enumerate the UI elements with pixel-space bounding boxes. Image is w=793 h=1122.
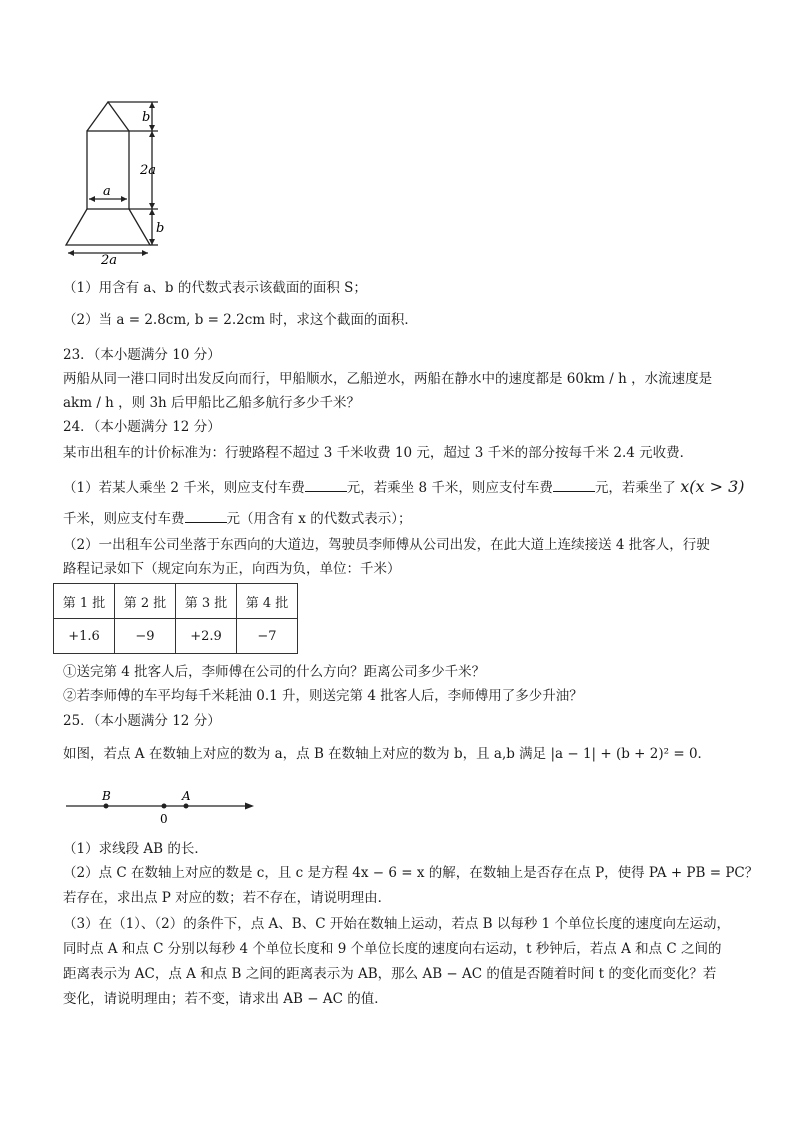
q24-p1-e: 元（用含有 x 的代数式表示）； <box>226 511 412 527</box>
answer-blank[interactable] <box>305 479 347 492</box>
q25-part3-line4: 变化，请说明理由；若不变，请求出 AB − AC 的值． <box>63 991 388 1007</box>
answer-blank[interactable] <box>553 479 595 492</box>
table-header-cell: 第 4 批 <box>237 584 298 619</box>
q24-question-ii: ②若李师傅的车平均每千米耗油 0.1 升，则送完第 4 批客人后，李师傅用了多少升油？ <box>63 688 583 704</box>
table-cell: +1.6 <box>54 619 115 654</box>
axis-label-B: B <box>102 789 111 803</box>
q25-part2-line2: 若存在，求出点 P 对应的数；若不存在，请说明理由． <box>63 890 392 906</box>
q25-part3-line3: 距离表示为 AC，点 A 和点 B 之间的距离表示为 AB，那么 AB − AC 的值是否随着时间 t 的变化而变化？若 <box>63 966 717 982</box>
q24-question-i: ①送完第 4 批客人后，李师傅在公司的什么方向？距离公司多少千米？ <box>63 664 486 680</box>
label-2a-bottom: 2a <box>101 253 118 265</box>
table-header-cell: 第 1 批 <box>54 584 115 619</box>
answer-blank[interactable] <box>185 510 227 523</box>
label-2a-side: 2a <box>140 163 157 178</box>
q24-part2-line1: （2）一出租车公司坐落于东西向的大道边，驾驶员李师傅从公司出发，在此大道上连续接送 4 批客人，行驶 <box>63 537 710 553</box>
q25-part3-line1: （3）在（1）、（2）的条件下，点 A、B、C 开始在数轴上运动，若点 B 以每秒 1 个单位长度的速度向左运动， <box>63 916 731 932</box>
q24-intro: 某市出租车的计价标准为：行驶路程不超过 3 千米收费 10 元，超过 3 千米的部分按每千米 2.4 元收费． <box>63 445 694 461</box>
label-b-top: b <box>142 110 151 125</box>
q24-header: 24．（本小题满分 12 分） <box>63 419 221 435</box>
q24-part1-line1 <box>63 478 745 497</box>
label-a: a <box>103 184 111 199</box>
axis-label-A: A <box>182 789 191 803</box>
table-header-row <box>54 584 298 619</box>
q25-header: 25．（本小题满分 12 分） <box>63 713 221 729</box>
q22-part1: （1）用含有 a、b 的代数式表示该截面的面积 S； <box>63 280 367 296</box>
q25-part1: （1）求线段 AB 的长． <box>63 841 208 857</box>
axis-label-zero: 0 <box>160 812 168 826</box>
q24-p1-d: 千米，则应支付车费 <box>63 511 185 527</box>
q24-p1-a: （1）若某人乘坐 2 千米，则应支付车费 <box>63 480 305 496</box>
q24-part1-line2 <box>63 510 411 528</box>
q25-part2-line1: （2）点 C 在数轴上对应的数是 c，且 c 是方程 4x − 6 = x 的解，在数轴上是否存在点 P，使得 PA + PB = PC？ <box>63 865 759 881</box>
q24-p1-x: x(x > 3) <box>680 477 745 496</box>
table-cell: −7 <box>237 619 298 654</box>
q23-line1: 两船从同一港口同时出发反向而行，甲船顺水，乙船逆水，两船在静水中的速度都是 60km / h ，水流速度是 <box>63 371 713 387</box>
label-b-bottom: b <box>156 221 165 236</box>
cross-section-figure <box>60 95 170 265</box>
q22-part2: （2）当 a = 2.8cm, b = 2.2cm 时，求这个截面的面积． <box>63 312 418 328</box>
table-header-cell: 第 2 批 <box>115 584 176 619</box>
table-header-cell: 第 3 批 <box>176 584 237 619</box>
mileage-table <box>53 583 298 654</box>
q24-p1-c: 元，若乘坐了 <box>594 480 676 496</box>
table-cell: +2.9 <box>176 619 237 654</box>
q24-part2-line2: 路程记录如下（规定向东为正，向西为负，单位：千米） <box>63 561 401 577</box>
q25-intro: 如图，若点 A 在数轴上对应的数为 a，点 B 在数轴上对应的数为 b，且 a,b 满足 |a − 1| + (b + 2)² = 0． <box>63 746 712 762</box>
q23-header: 23．（本小题满分 10 分） <box>63 347 221 363</box>
number-line-figure <box>60 786 260 826</box>
q23-line2: akm / h ，则 3h 后甲船比乙船多航行多少千米？ <box>63 395 361 411</box>
table-cell: −9 <box>115 619 176 654</box>
q25-part3-line2: 同时点 A 和点 C 分别以每秒 4 个单位长度和 9 个单位长度的速度向右运动，t 秒钟后，若点 A 和点 C 之间的 <box>63 941 722 957</box>
table-row <box>54 619 298 654</box>
q24-p1-b: 元，若乘坐 8 千米，则应支付车费 <box>346 480 553 496</box>
